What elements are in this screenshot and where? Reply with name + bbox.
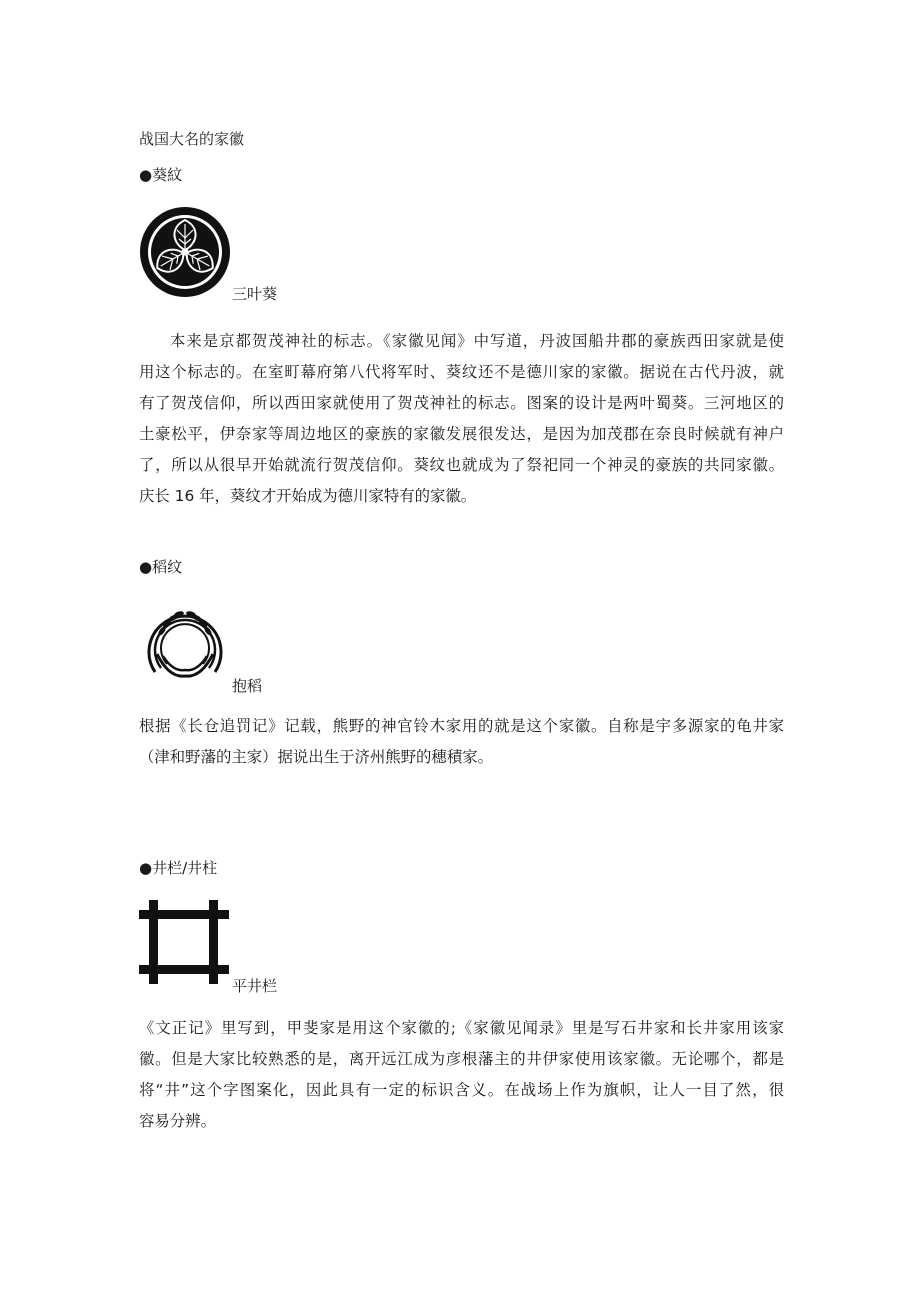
section-body-igeta xyxy=(139,1013,784,1137)
crest-caption-ine: 抱稻 xyxy=(232,677,263,695)
crest-caption-igeta: 平井栏 xyxy=(232,977,278,995)
page-title: 战国大名的家徽 xyxy=(139,130,245,148)
body-line: 将“井”这个字图案化，因此具有一定的标识含义。在战场上作为旗帜，让人一目了然，很 xyxy=(139,1081,784,1099)
igeta-crest-icon xyxy=(139,900,231,984)
section-heading-ine: ●稻纹 xyxy=(139,558,183,576)
body-line: 土豪松平，伊奈家等周边地区的豪族的家徽发展很发达，是因为加茂郡在奈良时候就有神户 xyxy=(139,425,784,443)
section-body-ine xyxy=(139,711,784,773)
daki-ine-crest-icon xyxy=(139,598,231,690)
section-body-aoi xyxy=(139,326,784,512)
body-line: 容易分辨。 xyxy=(139,1112,216,1130)
body-line: 有了贺茂信仰，所以西田家就使用了贺茂神社的标志。图案的设计是两叶蜀葵。三河地区的 xyxy=(139,394,784,412)
body-line: 用这个标志的。在室町幕府第八代将军时、葵纹还不是德川家的家徽。据说在古代丹波，就 xyxy=(139,363,784,381)
body-line: 了，所以从很早开始就流行贺茂信仰。葵纹也就成为了祭祀同一个神灵的豪族的共同家徽。 xyxy=(139,456,784,474)
body-line: （津和野藩的主家）据说出生于济州熊野的穗積家。 xyxy=(139,748,493,766)
body-line: 本来是京都贺茂神社的标志。《家徽见闻》中写道，丹波国船井郡的豪族西田家就是使 xyxy=(170,332,784,350)
crest-caption-aoi: 三叶葵 xyxy=(232,285,278,303)
mitsuba-aoi-crest-icon xyxy=(139,206,231,298)
body-line: 庆长 16 年，葵纹才开始成为德川家特有的家徽。 xyxy=(139,487,477,505)
body-line: 根据《长仓追罚记》记载，熊野的神官铃木家用的就是这个家徽。自称是宇多源家的龟井家 xyxy=(139,717,784,735)
section-heading-igeta: ●井栏/井柱 xyxy=(139,859,218,877)
section-heading-aoi: ●葵紋 xyxy=(139,166,183,184)
body-line: 《文正记》里写到，甲斐家是用这个家徽的;《家徽见闻录》里是写石井家和长井家用该家 xyxy=(139,1019,784,1037)
body-line: 徽。但是大家比较熟悉的是，离开远江成为彦根藩主的井伊家使用该家徽。无论哪个，都是 xyxy=(139,1050,784,1068)
